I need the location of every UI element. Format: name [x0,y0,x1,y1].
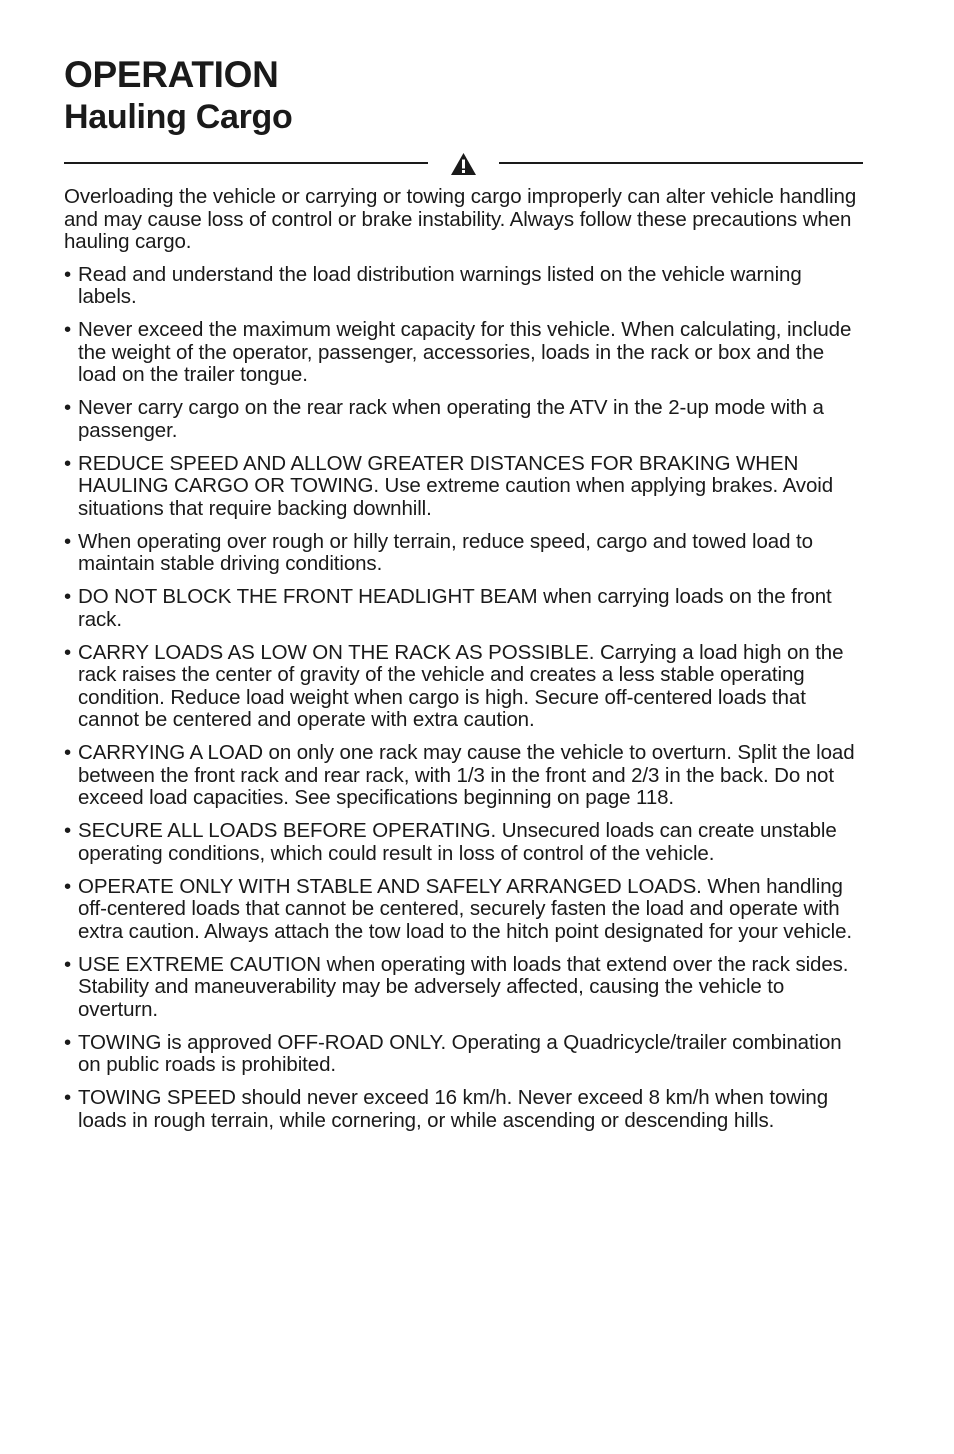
list-item [64,319,864,387]
list-item [64,531,864,576]
list-item-text: TOWING SPEED should never exceed 16 km/h. Never exceed 8 km/h when towing loads in rough terrain, while cornering, or while ascending or descending hills. [78,1086,829,1132]
bullet-mark: • [64,952,72,976]
bullet-mark: • [64,640,72,664]
list-item-text: Read and understand the load distribution warnings listed on the vehicle warning labels. [78,262,802,308]
intro-paragraph: Overloading the vehicle or carrying or towing cargo improperly can alter vehicle handling and may cause loss of control or brake instability. Always follow these precautions when hauling cargo. [64,185,857,253]
bullet-mark: • [64,318,72,341]
list-item-text: Never exceed the maximum weight capacity for this vehicle. When calculating, include the weight of the operator, passenger, accessories, loads in the rack or box and the load on the trailer tongue. [78,318,852,386]
list-item [64,642,864,732]
list-item-text: Never carry cargo on the rear rack when operating the ATV in the 2-up mode with a passenger. [78,396,824,442]
bullet-mark: • [64,451,72,475]
divider-line-right [499,162,863,164]
manual-page [64,54,864,1143]
list-item-text: TOWING is approved OFF-ROAD ONLY. Operating a Quadricycle/trailer combination on public roads is prohibited. [78,1030,842,1076]
list-item-text: When operating over rough or hilly terrain, reduce speed, cargo and towed load to maintain stable driving conditions. [78,529,813,575]
divider-line-left [64,162,428,164]
section-heading: OPERATION [64,54,279,95]
bullet-mark: • [64,741,72,764]
list-item-text: CARRY LOADS AS LOW ON THE RACK AS POSSIBLE. Carrying a load high on the rack raises the center of gravity of the vehicle and creates a less stable operating condition. Reduce load weight when cargo is high. Secure off-centered loads that cannot be centered and operate with extra caution. [78,640,844,731]
list-item [64,586,864,631]
list-item-text: OPERATE ONLY WITH STABLE AND SAFELY ARRANGED LOADS. When handling off-centered loads that cannot be centered, securely fasten the load and operate with extra caution. Always attach the tow load to the hitch point designated for your vehicle. [78,874,852,943]
list-item [64,820,864,865]
list-item [64,954,864,1022]
list-item-text: USE EXTREME CAUTION when operating with loads that extend over the rack sides. Stability and maneuverability may be adversely affected, causing the vehicle to overturn. [78,952,849,1021]
list-item-text: CARRYING A LOAD on only one rack may cause the vehicle to overturn. Split the load between the front rack and rear rack, with 1/3 in the front and 2/3 in the back. Do not exceed load capacities. See specifications beginning on page 118. [78,741,855,809]
bullet-mark: • [64,396,72,419]
list-item-text: REDUCE SPEED AND ALLOW GREATER DISTANCES FOR BRAKING WHEN HAULING CARGO OR TOWING. Use extreme caution when applying brakes. Avoid situations that require backing downhill. [78,451,834,520]
list-item [64,1032,864,1077]
warning-divider [64,152,864,176]
list-item [64,397,864,442]
warning-triangle-icon [450,152,477,176]
bullet-mark: • [64,819,72,842]
bullet-mark: • [64,529,72,553]
bullet-mark: • [64,1030,72,1054]
list-item [64,876,864,944]
list-item-text: SECURE ALL LOADS BEFORE OPERATING. Unsecured loads can create unstable operating conditions, which could result in loss of control of the vehicle. [78,819,837,865]
bullet-mark: • [64,874,72,898]
list-item-text: DO NOT BLOCK THE FRONT HEADLIGHT BEAM when carrying loads on the front rack. [78,585,832,631]
list-item [64,453,864,521]
precautions-list [64,264,864,1133]
list-item [64,742,864,810]
list-item [64,1087,864,1132]
bullet-mark: • [64,262,72,286]
bullet-mark: • [64,1086,72,1109]
page-title: Hauling Cargo [64,98,293,136]
bullet-mark: • [64,585,72,608]
list-item [64,264,864,309]
